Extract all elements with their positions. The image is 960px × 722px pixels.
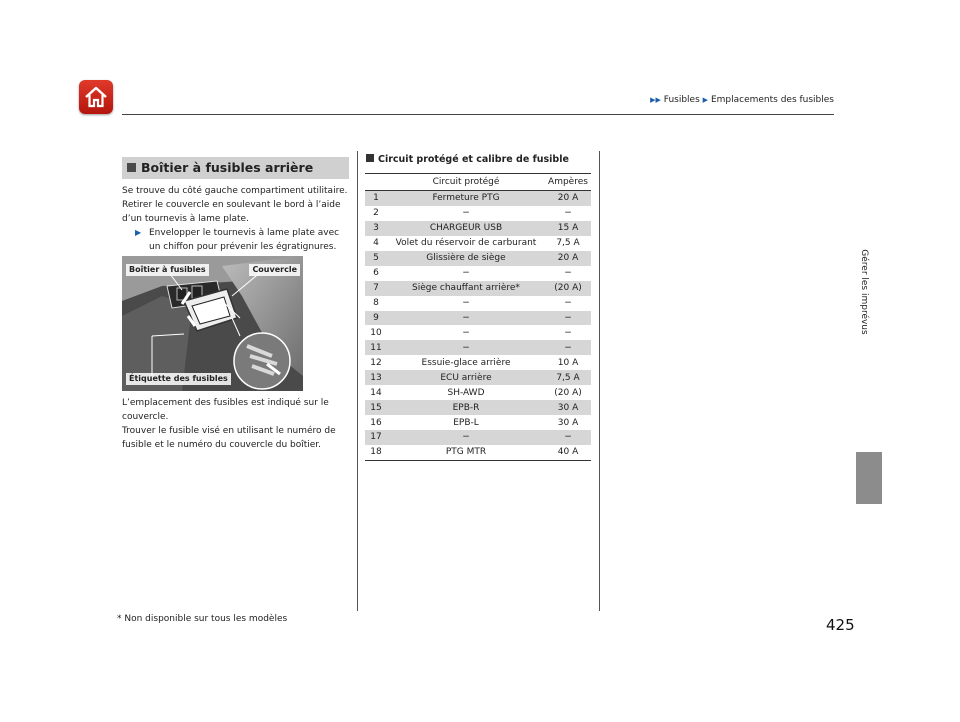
table-cell-num: 15 [365,400,387,415]
table-cell-num: 3 [365,221,387,236]
table-row [365,296,591,311]
outro-paragraph: Trouver le fusible visé en utilisant le numéro de fusible et le numéro du couvercle du boîtier. [122,426,336,450]
table-cell-amps: − [564,268,572,279]
table-row [365,340,591,355]
table-row [365,325,591,340]
table-cell-num: 10 [370,327,382,338]
table-cell-amps: 10 A [557,357,579,368]
table-row [365,281,591,296]
table-cell-circuit: ECU arrière [387,370,545,385]
table-cell-circuit: − [387,430,545,445]
home-icon[interactable] [79,80,113,114]
page-number: 425 [826,616,855,634]
table-cell-amps: − [564,327,572,338]
table-header-row [365,174,591,191]
fuse-box-illustration [122,256,303,391]
table-cell-circuit: EPB-R [387,400,545,415]
table-cell-amps: (20 A) [545,281,591,296]
table-cell-num: 6 [373,268,379,279]
photo-label-fuse-label: Étiquette des fusibles [126,373,231,385]
table-cell-amps: 7,5 A [545,370,591,385]
table-row [365,221,591,236]
table-row [365,251,591,266]
table-cell-circuit: CHARGEUR USB [387,221,545,236]
table-cell-circuit: Glissière de siège [387,251,545,266]
side-tab-marker[interactable] [856,452,882,504]
tip-bullet [135,226,353,254]
column-divider [599,151,600,611]
table-cell-amps: 7,5 A [556,238,580,249]
table-cell-circuit: Siège chauffant arrière* [387,281,545,296]
table-cell-amps: 30 A [545,400,591,415]
photo-label-fuse-box: Boîtier à fusibles [126,264,209,276]
table-cell-num: 5 [365,251,387,266]
header-rule [122,114,834,115]
table-cell-amps: − [545,340,591,355]
side-tab-label: Gérer les imprévus [859,249,869,335]
section-title: Boîtier à fusibles arrière [141,160,314,175]
fuse-box-photo [122,256,303,391]
table-cell-num: 13 [365,370,387,385]
table-row [365,400,591,415]
table-row [365,430,591,445]
table-cell-num: 12 [370,357,382,368]
table-row [365,266,591,281]
outro-text [122,396,354,452]
table-cell-num: 4 [373,238,379,249]
table-cell-amps: 15 A [545,221,591,236]
breadcrumb [650,95,834,105]
section-square-icon [127,163,136,172]
title-square-icon [366,154,374,162]
table-row [365,445,591,460]
table-title: Circuit protégé et calibre de fusible [366,154,569,165]
table-row [365,370,591,385]
intro-text: Se trouve du côté gauche compartiment utilitaire. Retirer le couvercle en soulevant le bord à l’aide d’un tournevis à lame plate. [122,186,348,224]
table-cell-amps: − [545,311,591,326]
table-cell-num: 2 [373,208,379,219]
table-cell-num: 16 [370,417,382,428]
breadcrumb-item-fuses[interactable]: Fusibles [663,95,700,105]
table-cell-num: 9 [365,311,387,326]
table-cell-num: 11 [365,340,387,355]
header-cell-amps: Ampères [545,174,591,191]
table-cell-num: 7 [365,281,387,296]
table-cell-num: 17 [365,430,387,445]
photo-label-cover: Couvercle [249,264,300,276]
table-row [365,385,591,400]
table-cell-amps: 30 A [557,417,579,428]
table-cell-circuit: − [462,327,470,338]
table-row [365,236,591,251]
table-cell-amps: − [545,430,591,445]
footnote: * Non disponible sur tous les modèles [117,614,288,624]
table-cell-circuit: Volet du réservoir de carburant [395,238,537,249]
table-row [365,206,591,221]
table-cell-num: 1 [365,191,387,206]
tip-text: Envelopper le tournevis à lame plate avec un chiffon pour prévenir les égratignures. [149,228,340,252]
table-cell-amps: 20 A [545,191,591,206]
table-cell-circuit: − [387,340,545,355]
table-cell-amps: − [564,208,572,219]
table-cell-amps: (20 A) [554,387,582,398]
header-cell-number [365,174,387,191]
table-row [365,311,591,326]
table-cell-num: 8 [373,298,379,309]
table-cell-circuit: SH-AWD [447,387,485,398]
table-cell-amps: − [564,298,572,309]
table-body [365,191,591,461]
header-cell-circuit: Circuit protégé [387,174,545,191]
table-cell-circuit: − [462,298,470,309]
table-cell-circuit: Essuie-glace arrière [421,357,511,368]
table-cell-amps: 20 A [545,251,591,266]
table-row [365,355,591,370]
table-cell-circuit: PTG MTR [387,445,545,460]
section-title-bar [122,157,349,179]
table-cell-circuit: EPB-L [453,417,479,428]
breadcrumb-item-fuse-locations[interactable]: Emplacements des fusibles [710,95,834,105]
column-divider [357,151,358,611]
table-cell-circuit: − [387,311,545,326]
breadcrumb-arrow-icon: ▶▶ [650,96,661,104]
table-cell-num: 18 [365,445,387,460]
outro-paragraph: L’emplacement des fusibles est indiqué sur le couvercle. [122,398,329,422]
table-cell-circuit: Fermeture PTG [387,191,545,206]
bullet-arrow-icon: ▶ [135,228,142,237]
breadcrumb-arrow-icon: ▶ [702,96,709,104]
table-cell-num: 14 [370,387,382,398]
table-cell-circuit: − [462,208,470,219]
table-cell-amps: 40 A [545,445,591,460]
table-cell-circuit: − [462,268,470,279]
table-row [365,191,591,206]
fuse-table [365,173,591,461]
table-row [365,415,591,430]
